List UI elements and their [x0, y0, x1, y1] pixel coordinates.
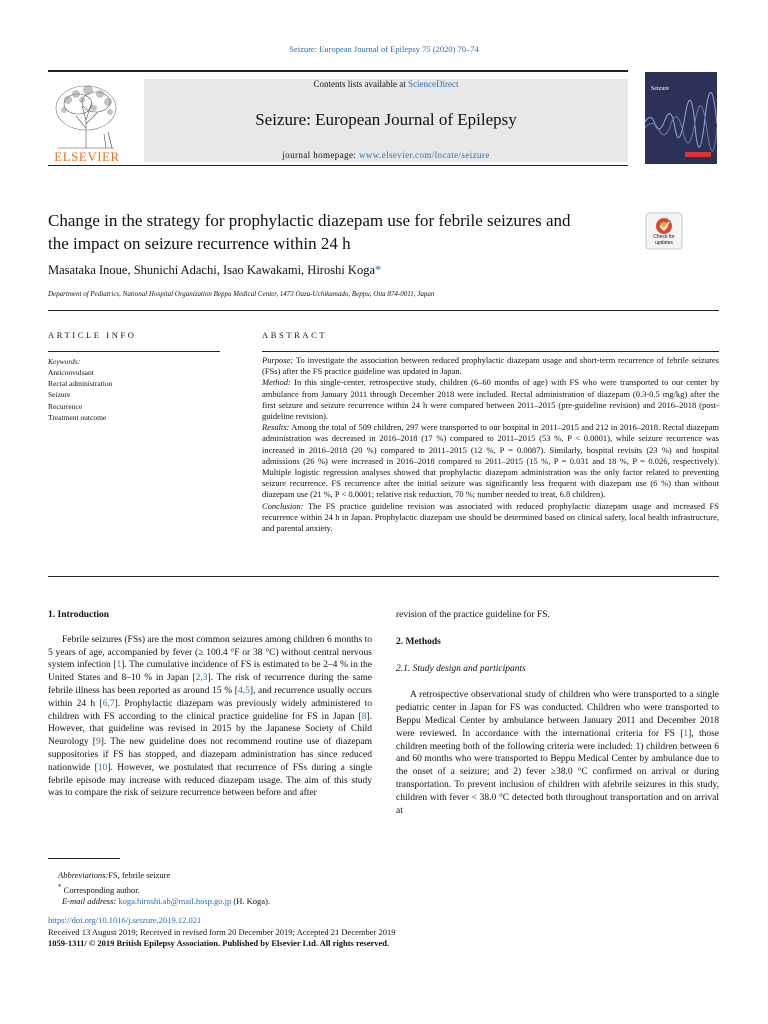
ref-link[interactable]: 1 — [683, 728, 689, 739]
cover-wave-graphic — [645, 72, 717, 164]
intro-paragraph: Febrile seizures (FSs) are the most common seizures among children 6 months to 5 years of age, accompanied by fever (≥ 100.4 °F or 38 °C) without central nervous system infection [1]. The cumulative incidence of FS is estimated to be 2–4 % in the United States and 8–10 % in Japan [2,3]. The risk of recurrence during the same febrile illness has been reported as around 15 % [4,5], and recurrence usually occurs within 24 h [6,7]. Prophylactic diazepam was previously widely administered to children with FS according to the clinical practice guideline for FS in Japan [8]. However, that guideline was revised in 2015 by the Japanese Society of Child Neurology [9]. The new guideline does not recommend routine use of diazepam suppositories if FS has stopped, and diazepam administration has since reduced nationwide [10]. However, we postulated that recurrence of FSs during a single febrile episode may increase with reduced diazepam usage. The aim of this study was to compare the risk of seizure recurrence between before and after — [48, 634, 373, 799]
methods-subheading: 2.1. Study design and participants — [396, 663, 526, 674]
ref-link[interactable]: 2,3 — [195, 673, 208, 684]
keyword: Seizure — [48, 390, 71, 400]
methods-heading: 2. Methods — [396, 636, 441, 647]
keywords-list — [48, 367, 112, 423]
affiliation-rule — [48, 310, 719, 311]
affiliation: Department of Pediatrics, National Hospital Organization Beppu Medical Center, 1473 Oaza-Uchikamado, Beppu, Oita 874-0011, Japan — [48, 290, 435, 298]
journal-name: Seizure: European Journal of Epilepsy — [255, 110, 517, 129]
continued-text: revision of the practice guideline for FS. — [396, 610, 550, 620]
footnotes — [48, 870, 270, 907]
email-link[interactable]: koga.hiroshi.ab@mail.hosp.go.jp — [118, 895, 232, 906]
corresponding-author-note: * Corresponding author. — [58, 882, 140, 895]
ref-link[interactable]: 1 — [116, 660, 122, 671]
check-for-updates-badge[interactable]: Check for updates — [645, 212, 683, 250]
journal-citation[interactable]: Seizure: European Journal of Epilepsy 75 (2020) 70–74 — [289, 44, 479, 54]
intro-heading: 1. Introduction — [48, 610, 110, 620]
copyright-line: 1059-1311/ © 2019 British Epilepsy Association. Published by Elsevier Ltd. All rights reserved. — [48, 938, 390, 948]
ref-link[interactable]: 10 — [97, 762, 108, 773]
keyword: Recurrence — [48, 401, 83, 411]
header-top-rule — [48, 70, 628, 72]
journal-homepage: journal homepage: www.elsevier.com/locate/seizure — [282, 150, 490, 160]
keyword: Rectal administration — [48, 379, 113, 389]
email-note: E-mail address: koga.hiroshi.ab@mail.hosp.go.jp (H. Koga). — [62, 895, 270, 906]
keywords-label: Keywords: — [48, 357, 81, 366]
abstract-rule — [262, 351, 719, 352]
article-title: Change in the strategy for prophylactic diazepam use for febrile seizures and the impact on seizure recurrence within 24 h — [48, 211, 571, 253]
journal-cover-image — [645, 72, 717, 164]
ref-link[interactable]: 9 — [95, 737, 101, 748]
ref-link[interactable]: 8 — [361, 711, 367, 722]
abstract-bottom-rule — [48, 576, 719, 577]
elsevier-logo-text: ELSEVIER — [54, 149, 120, 164]
body-right-column — [396, 609, 719, 817]
header-bottom-rule — [48, 165, 628, 166]
methods-paragraph: A retrospective observational study of children who were transported to a single pediatric center in Japan for FS was conducted. Children who were transported to Beppu Medical Center by ambulance between January 2011 and December 2018 were reviewed. In accordance with the international criteria for FS [1], those children meeting both of the following criteria were included: 1) children between 6 and 60 months who were transported to Beppu Medical Center by ambulance due to the onset of a seizure; and 2) fever ≥38.0 °C confirmed on arrival or during transportation. To prevent inclusion of children with afebrile seizures in this study, children with fever < 38.0 °C detected both throughout transportation and on arrival at — [396, 690, 720, 816]
received-dates: Received 13 August 2019; Received in revised form 20 December 2019; Accepted 21 December 2019 — [48, 926, 396, 937]
abstract-heading: ABSTRACT — [262, 330, 328, 340]
article-info-heading: ARTICLE INFO — [48, 330, 137, 340]
keyword: Anticonvulsant — [48, 368, 94, 377]
footnote-rule — [48, 858, 120, 859]
keyword: Treatment outcome — [48, 412, 107, 422]
sciencedirect-link[interactable]: ScienceDirect — [408, 79, 459, 89]
homepage-link[interactable]: www.elsevier.com/locate/seizure — [358, 150, 490, 160]
contents-line: Contents lists available at ScienceDirect — [313, 79, 459, 89]
cover-title: Seizure — [651, 86, 669, 92]
body-left-column — [48, 609, 372, 800]
publication-info — [48, 915, 395, 950]
article-info-rule — [48, 351, 220, 352]
author-list: Masataka Inoue, Shunichi Adachi, Isao Kawakami, Hiroshi Koga* — [48, 263, 382, 277]
ref-link[interactable]: 4,5 — [237, 685, 250, 696]
ref-link[interactable]: 6,7 — [102, 698, 115, 709]
corresponding-author-mark[interactable]: * — [375, 263, 382, 277]
abstract-text: Purpose: To investigate the association between reduced prophylactic diazepam usage and short-term recurrence of febrile seizures (FSs) after the FS practice guideline was updated in Japan. Method: In this single-center, retrospective study, children (6–60 months of age) with FS who were transported to our center by ambulance from January 2011 through December 2018 were included. Rectal administration of diazepam (0.3-0.5 mg/kg) after the first seizure and seizure recurrence within 24 h were compared between 2011–2015 (pre-guideline revision) and 2016–2018 (post-guideline revision). Results: Among the total of 509 children, 297 were transported to our hospital in 2011–2015 and 212 in 2016–2018. Rectal diazepam administration was decreased in 2016–2018 (17 %) compared to 2011–2015 (53 %, P < 0.0001), while seizure recurrence was increased in 2016–2018 (20 %) compared to 2011–2015 (12 %, P = 0.0087). Similarly, hospital revisits (23 %) and hospital admissions (26 %) were increased in 2016–2018 compared to 2011–2015 (15 %, P = 0.031 and 18 %, P = 0.026, respectively). Multiple logistic regression analyses showed that prophylactic diazepam administration was the only factor related to preventing seizure recurrence. FS recurrence after the initial seizure was significantly less frequent with diazepam use (6 %) than without diazepam use (21 %, P < 0.0001; relative risk reduction, 70 %; number needed to treat, 6.8 children). Conclusion: The FS practice guideline revision was associated with reduced prophylactic diazepam usage and increased FS recurrence within 24 h in Japan. Prophylactic diazepam use should be determined based on clinical safety, local health infrastructure, and parental anxiety. — [262, 355, 719, 534]
doi-link[interactable]: https://doi.org/10.1016/j.seizure.2019.12.021 — [48, 915, 202, 925]
abbreviations-note: Abbreviations:FS, febrile seizure — [58, 870, 171, 880]
